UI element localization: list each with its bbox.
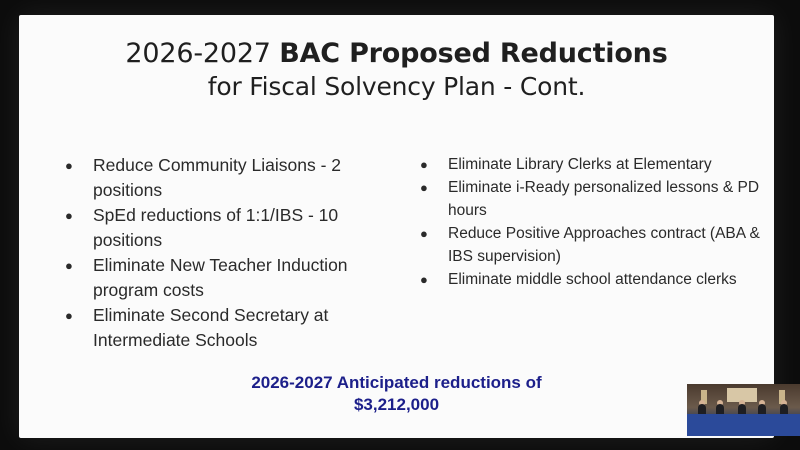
- summary-amount: $3,212,000: [353, 395, 440, 414]
- list-item: [61, 303, 391, 353]
- slide-title: [19, 37, 774, 103]
- video-thumbnail[interactable]: [687, 384, 800, 436]
- right-bullet-list: [416, 153, 766, 291]
- bullet-icon: ●: [65, 258, 73, 273]
- list-item: [416, 222, 766, 268]
- list-item-text: Eliminate Second Secretary at Intermediate Schools: [93, 305, 329, 350]
- list-item-text: SpEd reductions of 1:1/IBS - 10 positions: [93, 205, 339, 250]
- title-prefix: 2026-2027: [125, 38, 280, 69]
- bullet-icon: ●: [420, 180, 428, 195]
- bullet-icon: ●: [65, 208, 73, 223]
- list-item: [416, 153, 766, 176]
- anticipated-reductions-summary: [19, 372, 774, 416]
- list-item-text: Eliminate New Teacher Induction program costs: [93, 255, 348, 300]
- list-item: [416, 176, 766, 222]
- slide-title-line1: [19, 37, 774, 71]
- list-item: [61, 153, 391, 203]
- list-item: [416, 268, 766, 291]
- list-item-text: Eliminate i-Ready personalized lessons & PD hours: [448, 179, 760, 219]
- summary-line1: 2026-2027 Anticipated reductions of: [251, 373, 542, 392]
- bullet-icon: ●: [420, 157, 428, 172]
- slide-title-line2: for Fiscal Solvency Plan - Cont.: [207, 72, 586, 101]
- bullet-icon: ●: [420, 226, 428, 241]
- bullet-icon: ●: [65, 308, 73, 323]
- list-item-text: Reduce Community Liaisons - 2 positions: [93, 155, 342, 200]
- bullet-icon: ●: [65, 158, 73, 173]
- desk: [687, 414, 800, 436]
- list-item: [61, 203, 391, 253]
- bullet-icon: ●: [420, 272, 428, 287]
- list-item-text: Eliminate middle school attendance clerks: [448, 271, 737, 288]
- list-item-text: Reduce Positive Approaches contract (ABA & IBS supervision): [448, 225, 760, 265]
- presentation-slide: [19, 15, 774, 438]
- left-bullet-list: [61, 153, 391, 353]
- list-item-text: Eliminate Library Clerks at Elementary: [448, 156, 712, 173]
- title-bold: BAC Proposed Reductions: [279, 38, 668, 69]
- list-item: [61, 253, 391, 303]
